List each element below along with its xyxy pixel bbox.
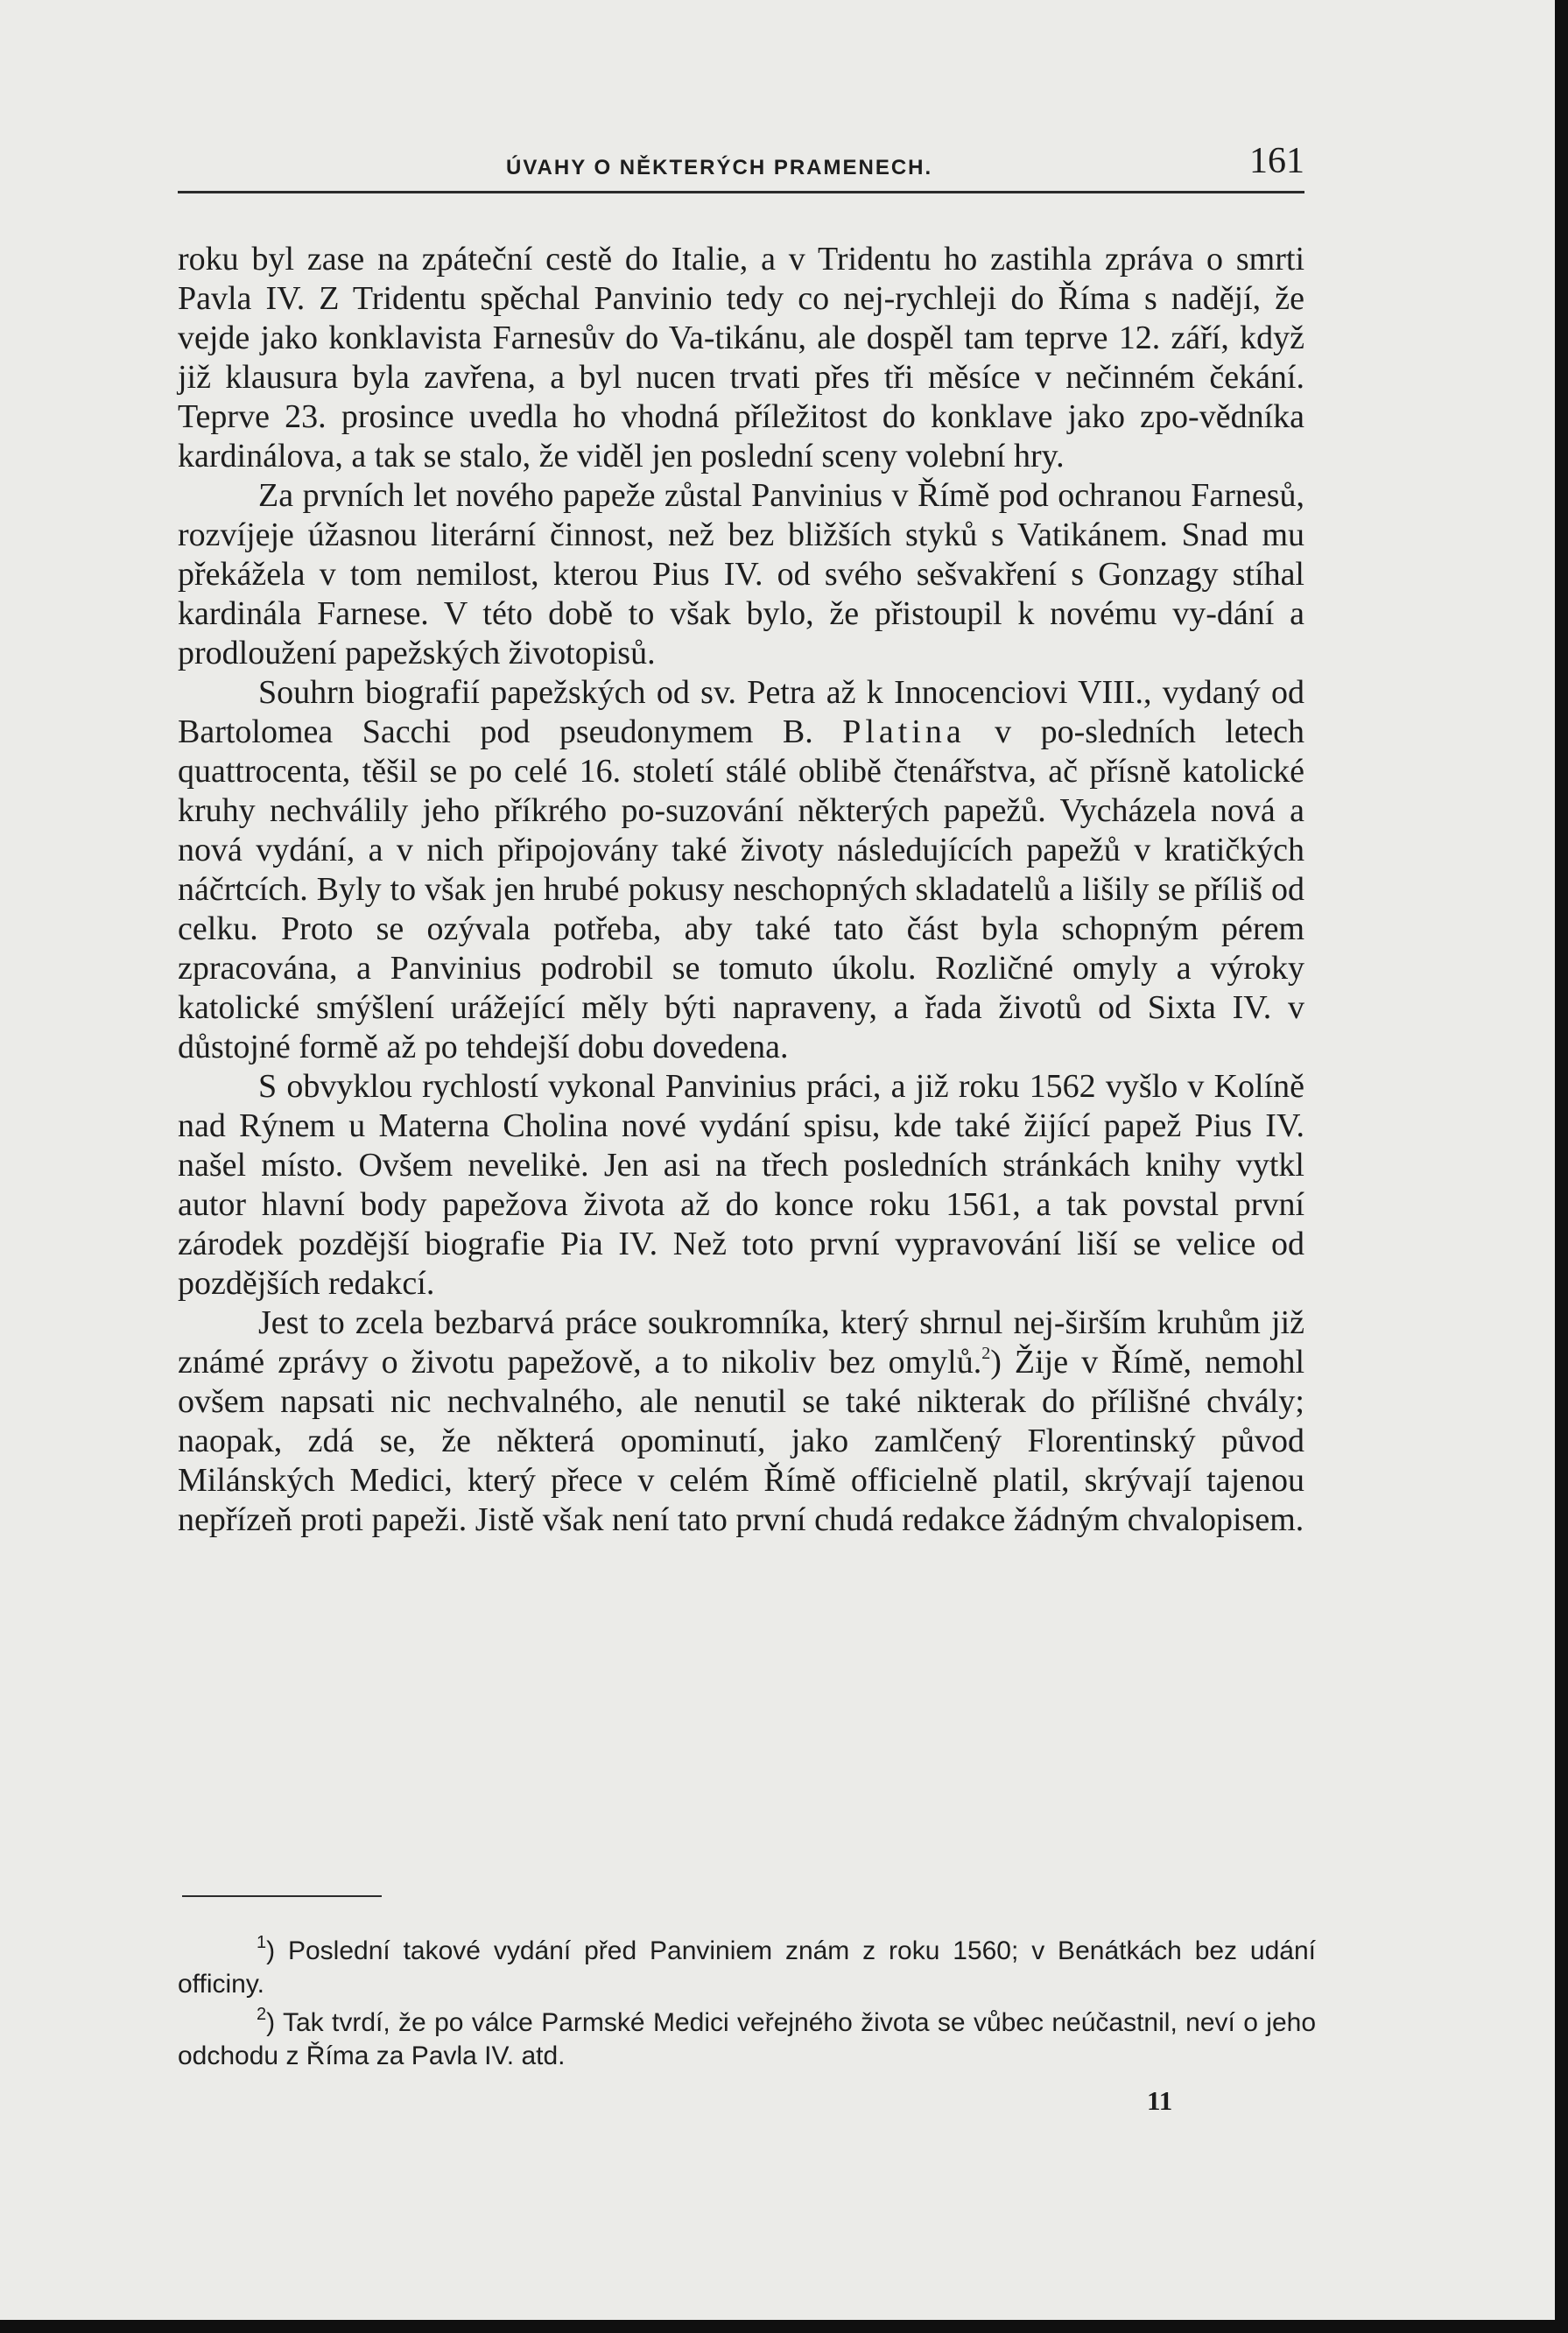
main-text (178, 240, 1304, 1540)
footnotes (178, 1935, 1316, 2078)
paragraph-5 (178, 1304, 1304, 1540)
paragraph-3-text-b: v po-sledních letech quattrocenta, těšil se po celé 16. století stálé oblibě čtenářstva, ač přísně katolické kruhy nechválily jeho příkrého po-suzování některých papežů. Vycházela nová a nová vydání, a v nich připojovány také životy následujících papežů v kratičkých náčrtcích. Byly to však jen hrubé pokusy neschopných skladatelů a lišily se příliš od celku. Proto se ozývala potřeba, aby také tato část byla schopným pérem zpracována, a Panvinius podrobil se tomuto úkolu. Rozličné omyly a výroky katolické smýšlení urážející měly býti napraveny, a řada životů od Sixta IV. v důstojné formě až po tehdejší dobu dovedena. (178, 713, 1305, 1065)
footnote-1-mark: 1 (257, 1933, 267, 1952)
page-header (178, 140, 1304, 182)
paragraph-5-text-b: ) Žije v Římě, nemohl ovšem napsati nic nechvalného, ale nenutil se také nikterak do přílišné chvály; naopak, zdá se, že některá opominutí, jako zamlčený Florentinský původ Milánských Medici, který přece v celém Římě officielně platil, skrývají tajenou nepřízeň proti papeži. Jistě však není tato první chudá redakce žádným chvalopisem. (178, 1344, 1304, 1538)
footnote-2-mark: 2 (257, 2005, 267, 2024)
footnote-2 (178, 2006, 1316, 2073)
footnote-1-text: ) Poslední takové vydání před Panviniem znám z roku 1560; v Benátkách bez udání officiny. (178, 1936, 1316, 1999)
paragraph-4: S obvyklou rychlostí vykonal Panvinius práci, a již roku 1562 vyšlo v Kolíně nad Rýnem u Materna Cholina nové vydání spisu, kde také žijící papež Pius IV. našel místo. Ovšem nevelikė. Jen asi na třech posledních stránkách knihy vytkl autor hlavní body papežova života až do konce roku 1561, a tak povstal první zárodek pozdější biografie Pia IV. Než toto první vypravování liší se velice od pozdějších redakcí. (178, 1068, 1304, 1302)
paragraph-5-text-a: Jest to zcela bezbarvá práce soukromníka, který shrnul nej-širším kruhům již známé zprávy o životu papežově, a to nikoliv bez omylů. (178, 1304, 1304, 1381)
footnote-2-text: ) Tak tvrdí, že po válce Parmské Medici veřejného života se vůbec neúčastnil, neví o jeho odchodu z Říma za Pavla IV. atd. (178, 2008, 1316, 2070)
paragraph-2: Za prvních let nového papeže zůstal Panvinius v Římě pod ochranou Farnesů, rozvíjeje úžasnou literární činnost, než bez bližších styků s Vatikánem. Snad mu překážela v tom nemilost, kterou Pius IV. od svého sešvakření s Gonzagy stíhal kardinála Farnese. V této době to však bylo, že přistoupil k novému vy-dání a prodloužení papežských životopisů. (178, 477, 1304, 671)
paragraph-3 (178, 673, 1304, 1067)
page-number: 161 (1249, 141, 1304, 181)
footnote-1 (178, 1935, 1316, 2001)
running-title: ÚVAHY O NĚKTERÝCH PRAMENECH. (506, 156, 933, 179)
header-rule (178, 191, 1304, 193)
platina-name: Platina (842, 713, 966, 750)
footnote-rule (182, 1895, 382, 1897)
signature-mark: 11 (1147, 2085, 1173, 2116)
paragraph-3-text-a: Souhrn biografií papežských od sv. Petra až k Innocenciovi VIII., vydaný od Bartolomea Sacchi pod pseudonymem B. (178, 674, 1304, 750)
footnote-reference: 2 (981, 1344, 991, 1364)
paragraph-1: roku byl zase na zpáteční cestě do Italie, a v Tridentu ho zastihla zpráva o smrti Pavla IV. Z Tridentu spěchal Panvinio tedy co nej-rychleji do Říma s nadějí, že vejde jako konklavista Farnesův do Va-tikánu, ale dospěl tam teprve 12. září, když již klausura byla zavřena, a byl nucen trvati přes tři měsíce v nečinném čekání. Teprve 23. prosince uvedla ho vhodná příležitost do konklave jako zpo-vědníka kardinálova, a tak se stalo, že viděl jen poslední sceny volební hry. (178, 241, 1304, 474)
